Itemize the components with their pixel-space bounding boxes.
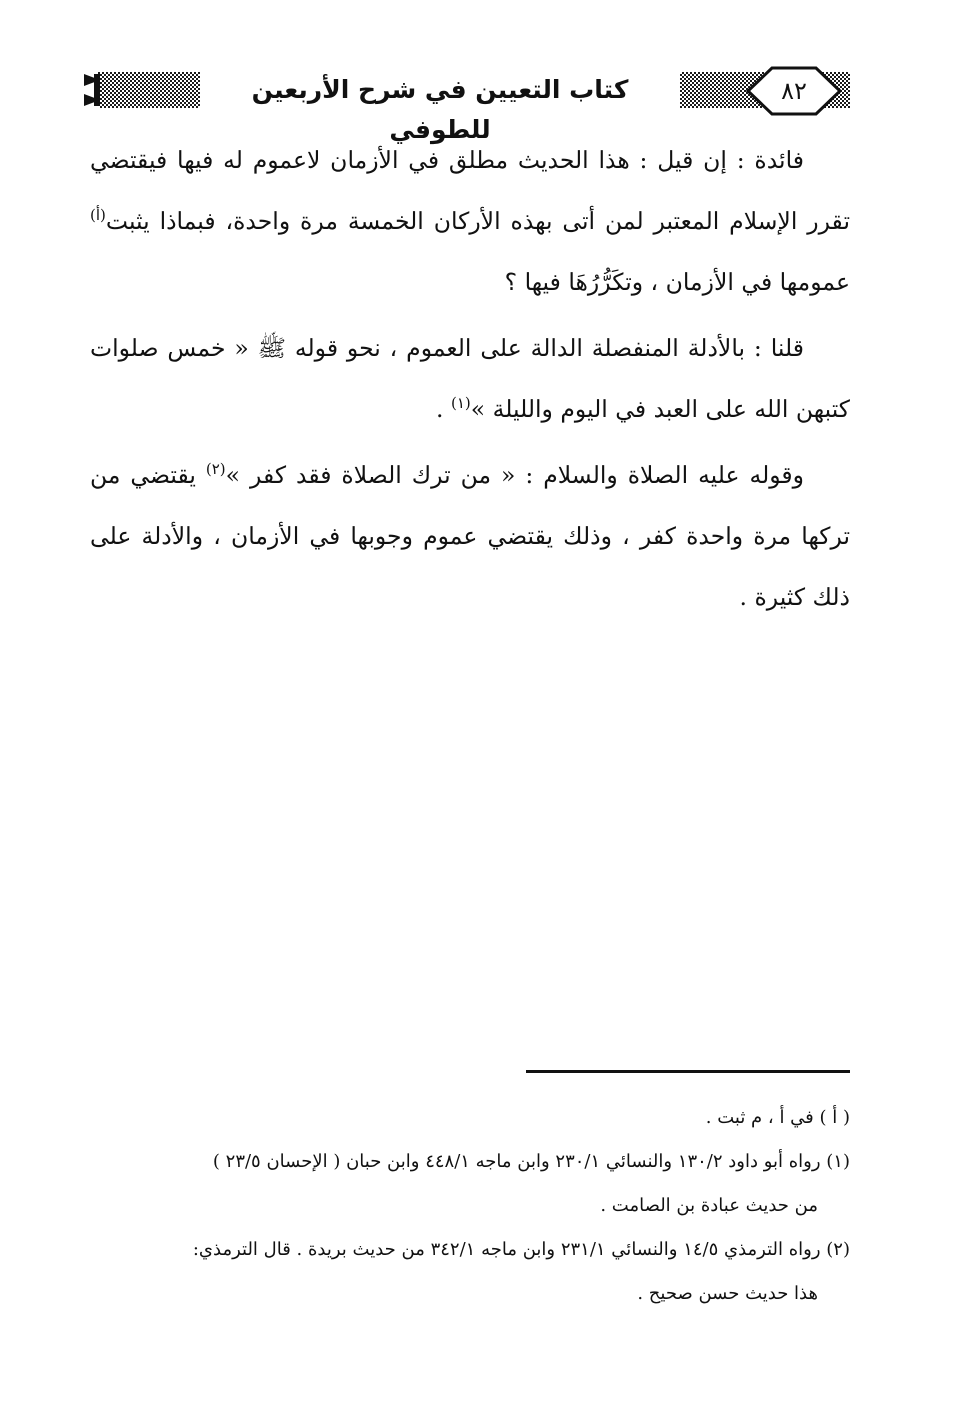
footnote-a: ( أ ) في أ ، م ثبت . <box>705 1107 850 1128</box>
paragraph-3-text: وقوله عليه الصلاة والسلام : « من ترك الصلاة فقد كفر » <box>225 461 805 489</box>
footnote-2: (٢) رواه الترمذي ١٤/٥ والنسائي ٢٣١/١ وابن ماجه ٣٤٢/١ من حديث بريدة . قال الترمذي: <box>192 1239 850 1260</box>
paragraph-2-text: قلنا : بالأدلة المنفصلة الدالة على العموم ، نحو قوله ﷺ « خمس صلوات كتبهن الله على العبد في اليوم والليلة » <box>90 334 850 423</box>
page-number: ٨٢ <box>781 77 807 105</box>
note-ref-a: (أ) <box>90 206 106 224</box>
footnote-1: (١) رواه أبو داود ١٣٠/٢ والنسائي ٢٣٠/١ وابن ماجه ٤٤٨/١ وابن حبان ( الإحسان ٢٣/٥ ) <box>212 1151 850 1172</box>
note-ref-1: (١) <box>450 394 471 412</box>
main-text <box>90 130 850 633</box>
paragraph-2-end: . <box>436 395 451 423</box>
book-title: كتاب التعيين في شرح الأربعين للطوفي <box>200 70 680 110</box>
paragraph-3-end: يقتضي من تركها مرة واحدة كفر ، وذلك يقتضي عموم وجوبها في الأزمان ، والأدلة على ذلك كثيرة . <box>90 461 850 611</box>
paragraph-1-text: فائدة : إن قيل : هذا الحديث مطلق في الأزمان لاعموم له فيها فيقتضي تقرر الإسلام المعتبر لمن أتى بهذه الأركان الخمسة مرة واحدة، فبماذا يثبت <box>90 146 850 235</box>
footnote-1-continued: من حديث عبادة بن الصامت . <box>600 1195 818 1216</box>
footnote-separator <box>526 1070 850 1073</box>
page-header <box>80 62 850 144</box>
paragraph-3 <box>90 445 850 628</box>
paragraph-1 <box>90 130 850 313</box>
paragraph-2 <box>90 318 850 440</box>
note-ref-2: (٢) <box>205 460 226 478</box>
paragraph-1-end: عمومها في الأزمان ، وتكَرُّرُهَا فيها ؟ <box>504 268 850 296</box>
footnote-2-continued: هذا حديث حسن صحيح . <box>637 1283 818 1304</box>
footnotes <box>90 1096 850 1316</box>
